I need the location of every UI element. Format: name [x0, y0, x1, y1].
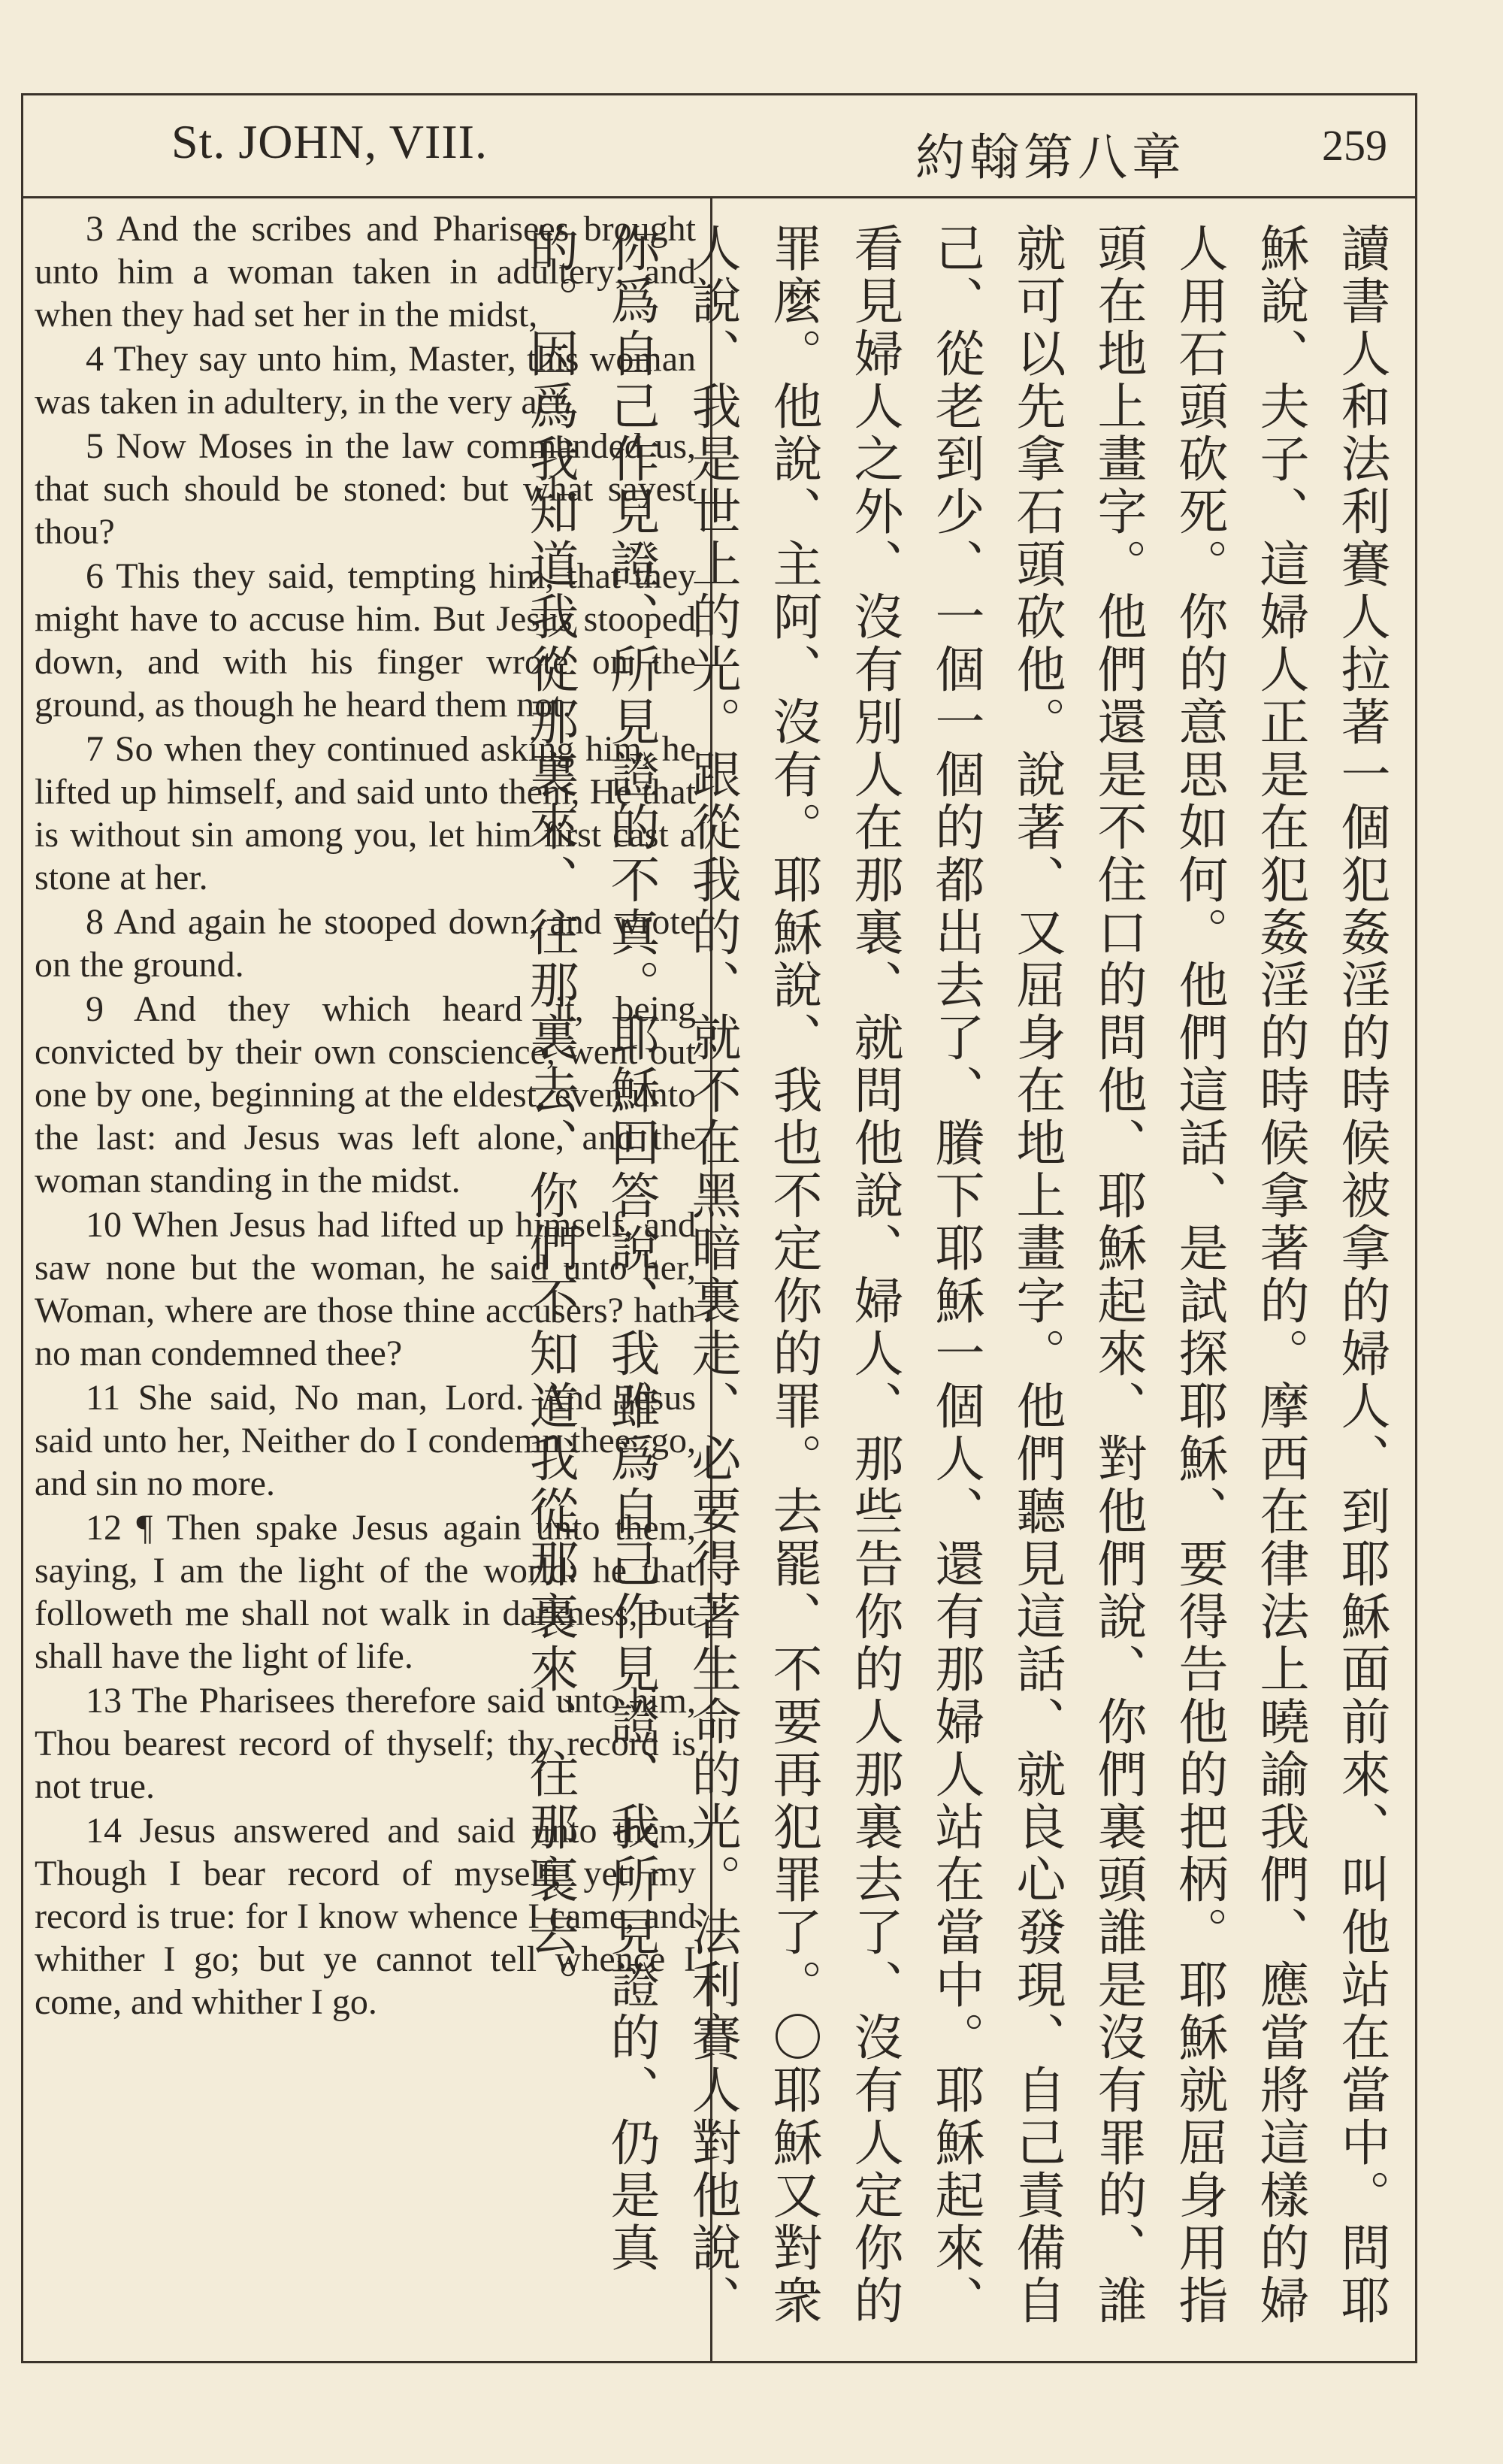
verse-6: 6 This they said, tempting him, that they might have to accuse him. But Jesus stooped down, and with his finger wrote on the ground, as though he heard them not. [35, 556, 696, 725]
page-number: 259 [1322, 121, 1387, 170]
chinese-column: 讀書人和法利賽人拉著一個犯姦淫的時候被拿的婦人、到耶穌面前來、叫他站在當中。問耶穌說、夫子、這婦人正是在犯姦淫的時候拿著的。摩西在律法上曉諭我們、應當將這樣的婦人用石頭砍死。你的意思如何。他們這話、是試探耶穌、要得告他的把柄。耶穌就屈身用指頭在地上畫字。他們還是不住口的問他、耶穌起來、對他們說、你們裏頭誰是沒有罪的、誰就可以先拿石頭砍他。說著、又屈身在地上畫字。他們聽見這話、就良心發現、自己責備自己、從老到少、一個一個的都出去了、賸下耶穌一個人、還有那婦人站在當中。耶穌起來、看見婦人之外、沒有別人在那裏、就問他說、婦人、那些告你的人那裏去了、沒有人定你的罪麼。他說、主阿、沒有。耶穌說、我也不定你的罪。去罷、不要再犯罪了。〇耶穌又對衆人說、我是世上的光。跟從我的、就不在黑暗裏走、必要得著生命的光。法利賽人對他說、你爲自己作見證、所見證的不真。耶穌回答說、我雖爲自己作見證、我所見證的、仍是真的。因爲我知道我從那裏來、往那裏去、你們不知道我從那裏來、往那裏去。 [521, 222, 1390, 2327]
verse-5: 5 Now Moses in the law commanded us, that such should be stoned: but what sayest thou? [35, 426, 696, 552]
verse-10: 10 When Jesus had lifted up himself, and saw none but the woman, he said unto her, Woman, where are those thine accusers? hath no man condemned thee? [35, 1205, 696, 1373]
running-head-english: St. JOHN, VIII. [171, 115, 488, 168]
verse-9: 9 And they which heard it, being convicted by their own conscience, went out one by one, beginning at the eldest, even unto the last: and Jesus was left alone, and the woman standing in the midst. [35, 989, 696, 1200]
page-header [21, 93, 1417, 198]
verse-12: 12 ¶ Then spake Jesus again unto them, saying, I am the light of the world: he that followeth me shall not walk in darkness, but shall have the light of life. [35, 1508, 696, 1676]
running-head-chinese: 約翰第八章 [915, 129, 1186, 186]
verse-4: 4 They say unto him, Master, this woman was taken in adultery, in the very act. [35, 339, 696, 422]
verse-8: 8 And again he stooped down, and wrote on the ground. [35, 902, 696, 985]
verse-14: 14 Jesus answered and said unto them, Though I bear record of myself, yet my record is true: for I know whence I came, and whither I go; but ye cannot tell whence I come, and whither I go. [35, 1811, 696, 2022]
verse-13: 13 The Pharisees therefore said unto him, Thou bearest record of thyself; thy record is not true. [35, 1681, 696, 1806]
verse-11: 11 She said, No man, Lord. And Jesus said unto her, Neither do I condemn thee: go, and sin no more. [35, 1378, 696, 1503]
verse-7: 7 So when they continued asking him, he lifted up himself, and said unto them, He that is without sin among you, let him first cast a stone at her. [35, 729, 696, 898]
verse-3: 3 And the scribes and Pharisees brought unto him a woman taken in adultery; and when they had set her in the midst, [35, 209, 696, 334]
